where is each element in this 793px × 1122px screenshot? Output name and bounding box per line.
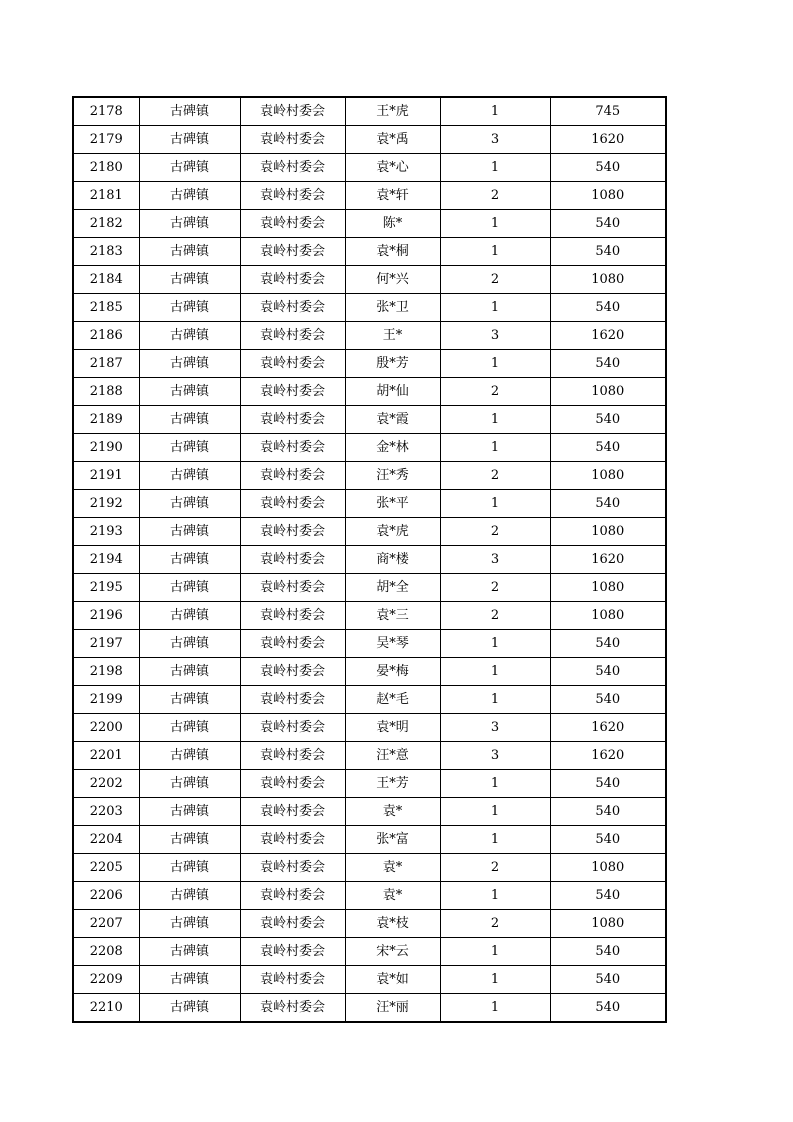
- cell-row-number: 2193: [73, 518, 139, 546]
- cell-person-name: 袁*虎: [345, 518, 440, 546]
- cell-count: 1: [440, 154, 550, 182]
- cell-person-name: 王*虎: [345, 97, 440, 126]
- cell-count: 2: [440, 182, 550, 210]
- cell-row-number: 2206: [73, 882, 139, 910]
- cell-village-committee: 袁岭村委会: [240, 294, 345, 322]
- table-row: [73, 826, 666, 854]
- cell-village-committee: 袁岭村委会: [240, 97, 345, 126]
- table-row: [73, 546, 666, 574]
- cell-row-number: 2199: [73, 686, 139, 714]
- cell-town: 古碑镇: [139, 938, 240, 966]
- cell-row-number: 2210: [73, 994, 139, 1023]
- cell-person-name: 袁*桐: [345, 238, 440, 266]
- cell-count: 2: [440, 910, 550, 938]
- cell-village-committee: 袁岭村委会: [240, 546, 345, 574]
- cell-amount: 1080: [550, 518, 666, 546]
- cell-person-name: 袁*如: [345, 966, 440, 994]
- cell-person-name: 汪*秀: [345, 462, 440, 490]
- cell-amount: 540: [550, 294, 666, 322]
- cell-village-committee: 袁岭村委会: [240, 602, 345, 630]
- cell-person-name: 晏*梅: [345, 658, 440, 686]
- cell-person-name: 金*林: [345, 434, 440, 462]
- cell-row-number: 2182: [73, 210, 139, 238]
- table-row: [73, 854, 666, 882]
- cell-count: 1: [440, 406, 550, 434]
- cell-person-name: 袁*禹: [345, 126, 440, 154]
- cell-row-number: 2196: [73, 602, 139, 630]
- cell-town: 古碑镇: [139, 630, 240, 658]
- cell-amount: 1080: [550, 854, 666, 882]
- cell-village-committee: 袁岭村委会: [240, 658, 345, 686]
- cell-count: 1: [440, 658, 550, 686]
- cell-count: 2: [440, 602, 550, 630]
- cell-count: 1: [440, 350, 550, 378]
- cell-person-name: 袁*轩: [345, 182, 440, 210]
- cell-amount: 540: [550, 434, 666, 462]
- cell-town: 古碑镇: [139, 210, 240, 238]
- cell-count: 1: [440, 686, 550, 714]
- cell-amount: 540: [550, 350, 666, 378]
- cell-row-number: 2203: [73, 798, 139, 826]
- cell-amount: 1620: [550, 714, 666, 742]
- cell-village-committee: 袁岭村委会: [240, 854, 345, 882]
- table-row: [73, 350, 666, 378]
- cell-person-name: 张*卫: [345, 294, 440, 322]
- cell-person-name: 陈*: [345, 210, 440, 238]
- cell-row-number: 2179: [73, 126, 139, 154]
- cell-village-committee: 袁岭村委会: [240, 574, 345, 602]
- cell-count: 1: [440, 994, 550, 1023]
- cell-count: 2: [440, 266, 550, 294]
- cell-amount: 540: [550, 882, 666, 910]
- cell-town: 古碑镇: [139, 434, 240, 462]
- cell-village-committee: 袁岭村委会: [240, 350, 345, 378]
- cell-village-committee: 袁岭村委会: [240, 798, 345, 826]
- table-row: [73, 938, 666, 966]
- cell-count: 1: [440, 938, 550, 966]
- cell-town: 古碑镇: [139, 126, 240, 154]
- cell-village-committee: 袁岭村委会: [240, 154, 345, 182]
- table-row: [73, 770, 666, 798]
- cell-town: 古碑镇: [139, 742, 240, 770]
- cell-town: 古碑镇: [139, 154, 240, 182]
- cell-town: 古碑镇: [139, 462, 240, 490]
- cell-person-name: 商*楼: [345, 546, 440, 574]
- cell-row-number: 2183: [73, 238, 139, 266]
- table-row: [73, 742, 666, 770]
- cell-town: 古碑镇: [139, 714, 240, 742]
- cell-count: 1: [440, 798, 550, 826]
- table-row: [73, 910, 666, 938]
- cell-person-name: 汪*丽: [345, 994, 440, 1023]
- cell-amount: 745: [550, 97, 666, 126]
- cell-town: 古碑镇: [139, 238, 240, 266]
- cell-town: 古碑镇: [139, 770, 240, 798]
- cell-town: 古碑镇: [139, 322, 240, 350]
- cell-row-number: 2195: [73, 574, 139, 602]
- cell-row-number: 2189: [73, 406, 139, 434]
- cell-count: 3: [440, 714, 550, 742]
- cell-person-name: 胡*全: [345, 574, 440, 602]
- table-row: [73, 378, 666, 406]
- cell-count: 3: [440, 322, 550, 350]
- cell-town: 古碑镇: [139, 602, 240, 630]
- cell-town: 古碑镇: [139, 350, 240, 378]
- cell-person-name: 赵*毛: [345, 686, 440, 714]
- cell-village-committee: 袁岭村委会: [240, 910, 345, 938]
- table-row: [73, 154, 666, 182]
- cell-row-number: 2188: [73, 378, 139, 406]
- cell-village-committee: 袁岭村委会: [240, 882, 345, 910]
- cell-town: 古碑镇: [139, 406, 240, 434]
- cell-row-number: 2181: [73, 182, 139, 210]
- cell-amount: 540: [550, 798, 666, 826]
- cell-count: 1: [440, 294, 550, 322]
- cell-town: 古碑镇: [139, 518, 240, 546]
- cell-row-number: 2207: [73, 910, 139, 938]
- cell-amount: 1080: [550, 910, 666, 938]
- cell-town: 古碑镇: [139, 994, 240, 1023]
- cell-person-name: 袁*枝: [345, 910, 440, 938]
- cell-amount: 1080: [550, 378, 666, 406]
- cell-amount: 1080: [550, 574, 666, 602]
- cell-town: 古碑镇: [139, 97, 240, 126]
- cell-person-name: 何*兴: [345, 266, 440, 294]
- cell-amount: 540: [550, 966, 666, 994]
- cell-town: 古碑镇: [139, 686, 240, 714]
- cell-count: 3: [440, 546, 550, 574]
- cell-town: 古碑镇: [139, 574, 240, 602]
- table-row: [73, 630, 666, 658]
- cell-amount: 1080: [550, 462, 666, 490]
- cell-count: 1: [440, 882, 550, 910]
- cell-amount: 1080: [550, 602, 666, 630]
- cell-count: 1: [440, 210, 550, 238]
- cell-amount: 1080: [550, 182, 666, 210]
- cell-person-name: 袁*三: [345, 602, 440, 630]
- cell-person-name: 汪*意: [345, 742, 440, 770]
- cell-amount: 1620: [550, 546, 666, 574]
- cell-amount: 1620: [550, 322, 666, 350]
- cell-amount: 540: [550, 938, 666, 966]
- data-table: [72, 96, 667, 1023]
- cell-person-name: 殷*芳: [345, 350, 440, 378]
- cell-town: 古碑镇: [139, 826, 240, 854]
- cell-row-number: 2186: [73, 322, 139, 350]
- table-row: [73, 238, 666, 266]
- cell-count: 1: [440, 238, 550, 266]
- cell-row-number: 2190: [73, 434, 139, 462]
- cell-person-name: 袁*心: [345, 154, 440, 182]
- cell-amount: 540: [550, 238, 666, 266]
- cell-amount: 540: [550, 630, 666, 658]
- cell-village-committee: 袁岭村委会: [240, 714, 345, 742]
- table-row: [73, 686, 666, 714]
- cell-amount: 540: [550, 210, 666, 238]
- table-row: [73, 406, 666, 434]
- cell-person-name: 胡*仙: [345, 378, 440, 406]
- cell-town: 古碑镇: [139, 658, 240, 686]
- cell-amount: 540: [550, 490, 666, 518]
- cell-village-committee: 袁岭村委会: [240, 686, 345, 714]
- table-row: [73, 602, 666, 630]
- cell-row-number: 2200: [73, 714, 139, 742]
- table-row: [73, 658, 666, 686]
- table-row: [73, 490, 666, 518]
- cell-count: 1: [440, 490, 550, 518]
- cell-row-number: 2180: [73, 154, 139, 182]
- cell-amount: 540: [550, 770, 666, 798]
- cell-person-name: 宋*云: [345, 938, 440, 966]
- cell-village-committee: 袁岭村委会: [240, 994, 345, 1023]
- cell-amount: 540: [550, 406, 666, 434]
- cell-village-committee: 袁岭村委会: [240, 406, 345, 434]
- table-row: [73, 210, 666, 238]
- cell-town: 古碑镇: [139, 546, 240, 574]
- table-row: [73, 322, 666, 350]
- cell-count: 1: [440, 826, 550, 854]
- cell-count: 1: [440, 966, 550, 994]
- cell-row-number: 2204: [73, 826, 139, 854]
- table-row: [73, 798, 666, 826]
- cell-count: 1: [440, 434, 550, 462]
- table-row: [73, 518, 666, 546]
- table-row: [73, 714, 666, 742]
- table-row: [73, 574, 666, 602]
- cell-row-number: 2198: [73, 658, 139, 686]
- cell-village-committee: 袁岭村委会: [240, 826, 345, 854]
- cell-person-name: 张*富: [345, 826, 440, 854]
- cell-row-number: 2209: [73, 966, 139, 994]
- cell-amount: 1620: [550, 742, 666, 770]
- cell-amount: 1080: [550, 266, 666, 294]
- cell-count: 2: [440, 518, 550, 546]
- cell-town: 古碑镇: [139, 182, 240, 210]
- cell-person-name: 吴*琴: [345, 630, 440, 658]
- cell-village-committee: 袁岭村委会: [240, 966, 345, 994]
- cell-village-committee: 袁岭村委会: [240, 182, 345, 210]
- cell-person-name: 王*: [345, 322, 440, 350]
- cell-row-number: 2202: [73, 770, 139, 798]
- cell-village-committee: 袁岭村委会: [240, 266, 345, 294]
- cell-village-committee: 袁岭村委会: [240, 322, 345, 350]
- cell-person-name: 袁*: [345, 798, 440, 826]
- cell-town: 古碑镇: [139, 266, 240, 294]
- cell-village-committee: 袁岭村委会: [240, 378, 345, 406]
- cell-village-committee: 袁岭村委会: [240, 210, 345, 238]
- cell-town: 古碑镇: [139, 798, 240, 826]
- cell-person-name: 袁*: [345, 882, 440, 910]
- cell-amount: 540: [550, 154, 666, 182]
- cell-count: 3: [440, 742, 550, 770]
- cell-amount: 540: [550, 658, 666, 686]
- cell-village-committee: 袁岭村委会: [240, 434, 345, 462]
- cell-amount: 540: [550, 994, 666, 1023]
- table-row: [73, 182, 666, 210]
- cell-row-number: 2194: [73, 546, 139, 574]
- cell-person-name: 张*平: [345, 490, 440, 518]
- cell-town: 古碑镇: [139, 378, 240, 406]
- table-row: [73, 966, 666, 994]
- table-row: [73, 994, 666, 1023]
- cell-person-name: 袁*明: [345, 714, 440, 742]
- cell-village-committee: 袁岭村委会: [240, 462, 345, 490]
- cell-count: 1: [440, 770, 550, 798]
- cell-row-number: 2208: [73, 938, 139, 966]
- cell-row-number: 2184: [73, 266, 139, 294]
- cell-amount: 1620: [550, 126, 666, 154]
- cell-village-committee: 袁岭村委会: [240, 742, 345, 770]
- table-row: [73, 294, 666, 322]
- cell-count: 1: [440, 97, 550, 126]
- table-row: [73, 434, 666, 462]
- table-row: [73, 462, 666, 490]
- cell-row-number: 2201: [73, 742, 139, 770]
- cell-village-committee: 袁岭村委会: [240, 630, 345, 658]
- cell-village-committee: 袁岭村委会: [240, 770, 345, 798]
- cell-row-number: 2187: [73, 350, 139, 378]
- cell-town: 古碑镇: [139, 294, 240, 322]
- cell-count: 1: [440, 630, 550, 658]
- cell-town: 古碑镇: [139, 882, 240, 910]
- cell-town: 古碑镇: [139, 966, 240, 994]
- table-row: [73, 126, 666, 154]
- table-row: [73, 97, 666, 126]
- table-row: [73, 266, 666, 294]
- cell-row-number: 2192: [73, 490, 139, 518]
- table-row: [73, 882, 666, 910]
- cell-amount: 540: [550, 826, 666, 854]
- cell-person-name: 袁*霞: [345, 406, 440, 434]
- cell-town: 古碑镇: [139, 910, 240, 938]
- cell-count: 2: [440, 378, 550, 406]
- cell-count: 2: [440, 462, 550, 490]
- cell-amount: 540: [550, 686, 666, 714]
- cell-town: 古碑镇: [139, 490, 240, 518]
- cell-row-number: 2197: [73, 630, 139, 658]
- cell-row-number: 2185: [73, 294, 139, 322]
- cell-count: 2: [440, 854, 550, 882]
- cell-village-committee: 袁岭村委会: [240, 126, 345, 154]
- cell-town: 古碑镇: [139, 854, 240, 882]
- cell-village-committee: 袁岭村委会: [240, 490, 345, 518]
- cell-row-number: 2178: [73, 97, 139, 126]
- cell-village-committee: 袁岭村委会: [240, 238, 345, 266]
- table-body: [73, 97, 666, 1022]
- cell-village-committee: 袁岭村委会: [240, 518, 345, 546]
- cell-count: 3: [440, 126, 550, 154]
- cell-row-number: 2205: [73, 854, 139, 882]
- cell-village-committee: 袁岭村委会: [240, 938, 345, 966]
- cell-person-name: 袁*: [345, 854, 440, 882]
- cell-count: 2: [440, 574, 550, 602]
- cell-person-name: 王*芳: [345, 770, 440, 798]
- cell-row-number: 2191: [73, 462, 139, 490]
